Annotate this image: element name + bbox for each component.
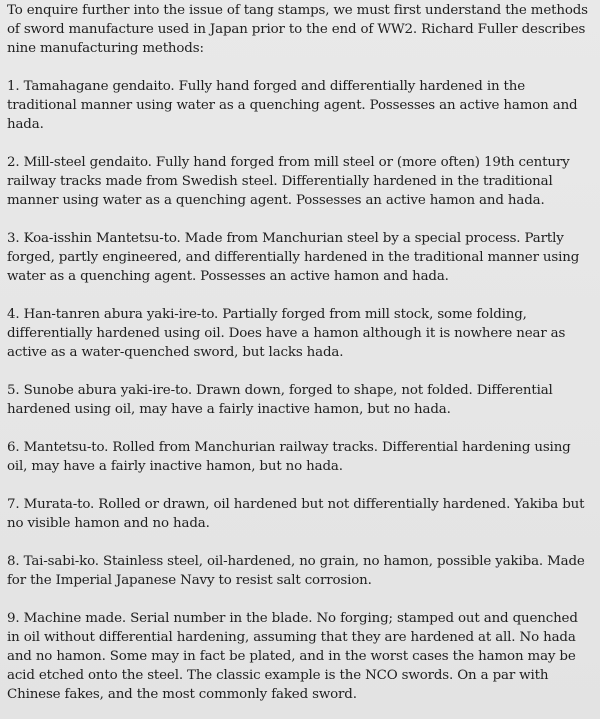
method-4-paragraph: 4. Han-tanren abura yaki-ire-to. Partially forged from mill stock, some folding, differentially hardened using oil. Does have a hamon although it is nowhere near as active as a water-quenched sword, but lacks hada. — [7, 307, 566, 360]
intro-paragraph: To enquire further into the issue of tang stamps, we must first understand the methods of sword manufacture used in Japan prior to the end of WW2. Richard Fuller describes nine manufacturing methods: — [7, 3, 588, 56]
method-9-paragraph: 9. Machine made. Serial number in the blade. No forging; stamped out and quenched in oil without differential hardening, assuming that they are hardened at all. No hada and no hamon. Some may in fact be plated, and in the worst cases the hamon may be acid etched onto the steel. The classic example is the NCO swords. On a par with Chinese fakes, and the most commonly faked sword. — [7, 611, 578, 702]
method-1-paragraph: 1. Tamahagane gendaito. Fully hand forged and differentially hardened in the traditional manner using water as a quenching agent. Possesses an active hamon and hada. — [7, 79, 578, 132]
method-8-paragraph: 8. Tai-sabi-ko. Stainless steel, oil-hardened, no grain, no hamon, possible yakiba. Made for the Imperial Japanese Navy to resist salt corrosion. — [7, 554, 585, 588]
method-3-paragraph: 3. Koa-isshin Mantetsu-to. Made from Manchurian steel by a special process. Partly forged, partly engineered, and differentially hardened in the traditional manner using water as a quenching agent. Possesses an active hamon and hada. — [7, 231, 580, 284]
method-7-paragraph: 7. Murata-to. Rolled or drawn, oil hardened but not differentially hardened. Yakiba but no visible hamon and no hada. — [7, 497, 585, 531]
method-6-paragraph: 6. Mantetsu-to. Rolled from Manchurian railway tracks. Differential hardening using oil, may have a fairly inactive hamon, but no hada. — [7, 440, 571, 474]
method-5-paragraph: 5. Sunobe abura yaki-ire-to. Drawn down, forged to shape, not folded. Differential hardened using oil, may have a fairly inactive hamon, but no hada. — [7, 383, 553, 417]
method-2-paragraph: 2. Mill-steel gendaito. Fully hand forged from mill steel or (more often) 19th century railway tracks made from Swedish steel. Differentially hardened in the traditional manner using water as a quenching agent. Possesses an active hamon and hada. — [7, 155, 570, 208]
